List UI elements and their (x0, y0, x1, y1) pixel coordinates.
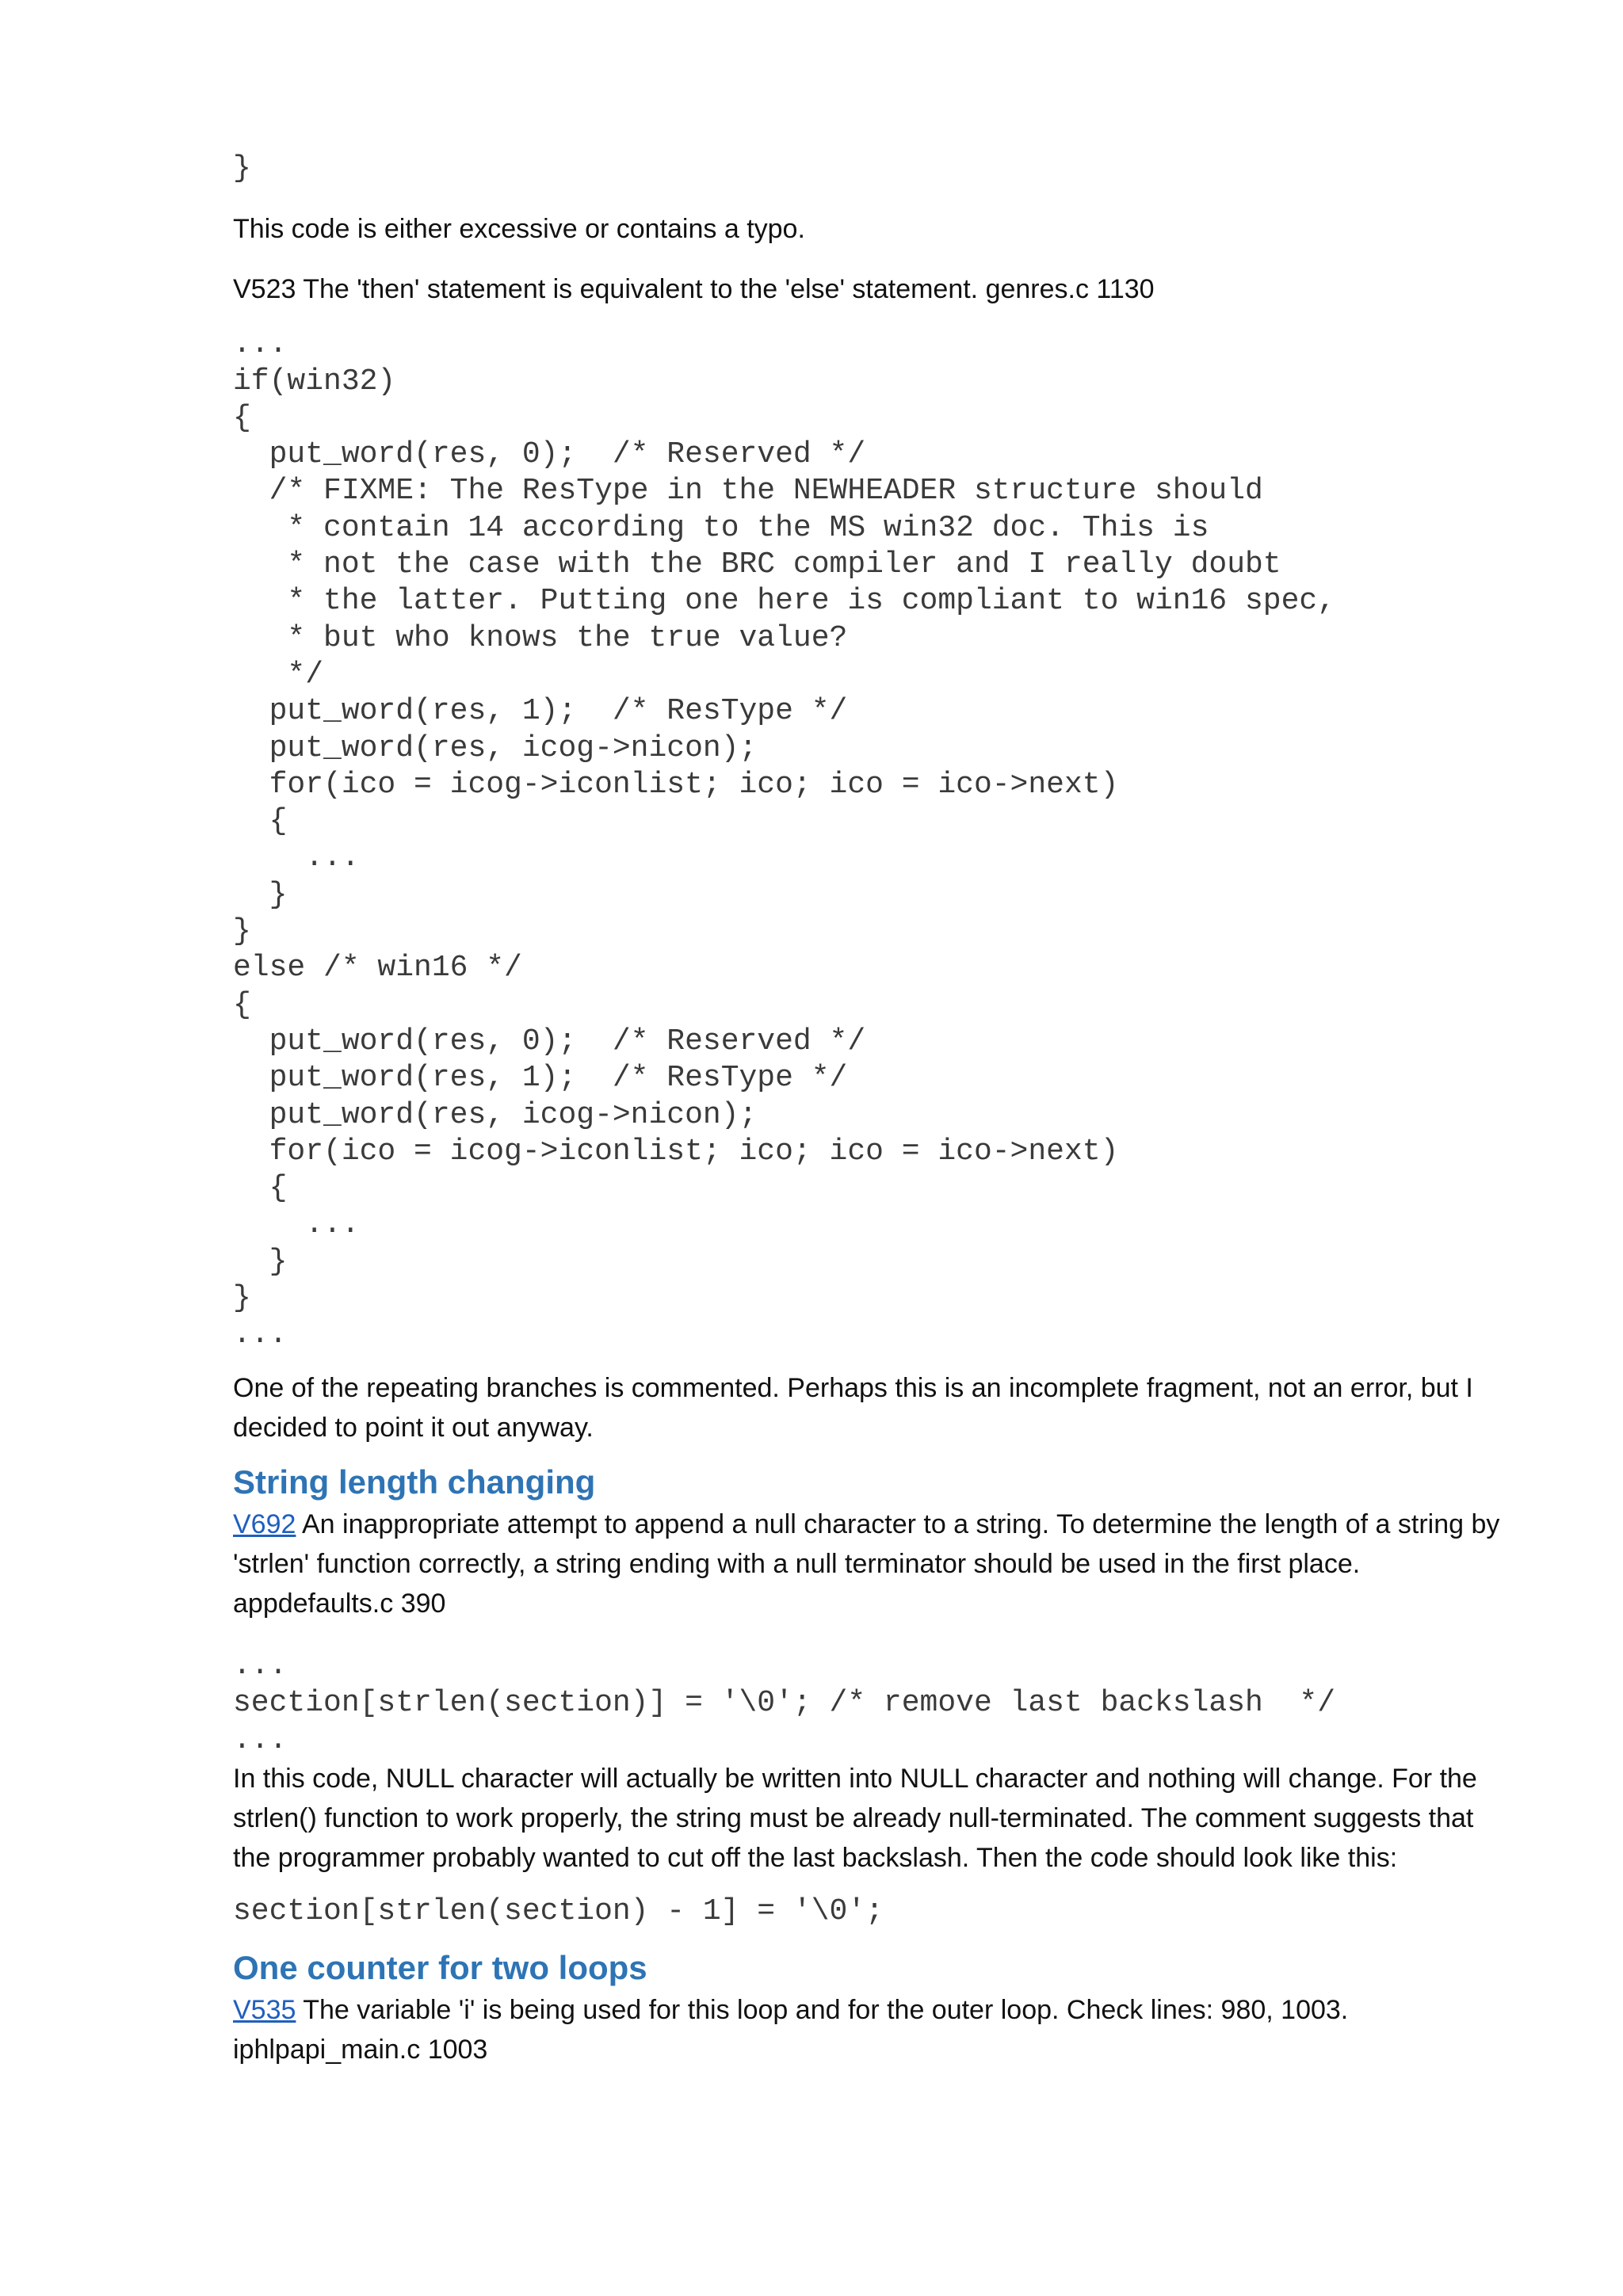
code-block-genres: ... if(win32) { put_word(res, 0); /* Reserved */ /* FIXME: The ResType in the NEWHEADER structure should * contain 14 according to the MS win32 doc. This is * not the case with the BRC compiler and I really doubt * the latter. Putting one here is compliant to win16 spec, * but who knows the true value? */ put_word(res, 1); /* ResType */ put_word(res, icog->nicon); for(ico = icog->iconlist; ico; ico = ico->next) { ... } } else /* win16 */ { put_word(res, 0); /* Reserved */ put_word(res, 1); /* ResType */ put_word(res, icog->nicon); for(ico = icog->iconlist; ico; ico = ico->next) { ... } } ... (233, 327, 1336, 1352)
v535-link[interactable]: V535 (233, 1994, 296, 2025)
v692-description: An inappropriate attempt to append a null character to a string. To determine the length of a string by 'strlen' function correctly, a string ending with a null terminator should be used in the first place. appdefaults.c 390 (233, 1508, 1500, 1619)
code-block-appdefaults: ... section[strlen(section)] = '\0'; /* remove last backslash */ ... (233, 1648, 1336, 1757)
v692-link[interactable]: V692 (233, 1508, 296, 1539)
paragraph-v535-warning (233, 1990, 1517, 2069)
paragraph-v692-warning (233, 1505, 1517, 1623)
document-content (233, 151, 1517, 2069)
code-block-fixed-line: section[strlen(section) - 1] = '\0'; (233, 1894, 884, 1928)
code-fragment-closing-brace: } (233, 151, 251, 185)
paragraph-v523-warning: V523 The 'then' statement is equivalent to the 'else' statement. genres.c 1130 (233, 274, 1155, 305)
paragraph-typo-note: This code is either excessive or contains a typo. (233, 214, 805, 245)
paragraph-repeating-branches: One of the repeating branches is commented. Perhaps this is an incomplete fragment, not an error, but I decided to point it out anyway. (233, 1372, 1473, 1443)
paragraph-null-character-explanation: In this code, NULL character will actually be written into NULL character and nothing will change. For the strlen() function to work properly, the string must be already null-terminated. The comment suggests that the programmer probably wanted to cut off the last backslash. Then the code should look like this: (233, 1763, 1477, 1873)
section-heading-one-counter: One counter for two loops (233, 1948, 647, 1986)
section-heading-string-length: String length changing (233, 1463, 596, 1501)
v535-description: The variable 'i' is being used for this loop and for the outer loop. Check lines: 980, 1003. iphlpapi_main.c 1003 (233, 1994, 1349, 2065)
